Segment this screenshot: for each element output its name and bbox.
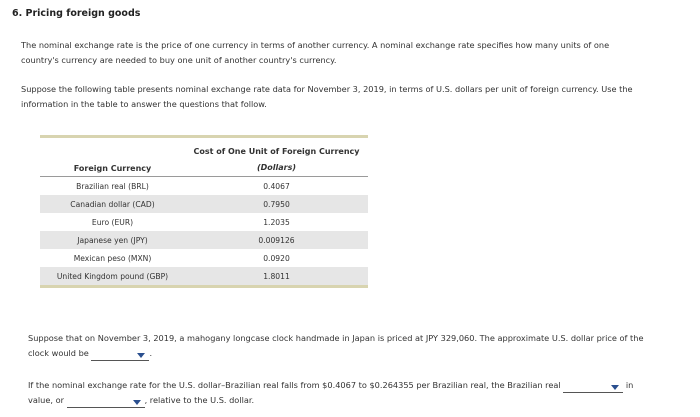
cost-cell: 1.2035 [263,217,290,227]
question-1-line-2 [28,346,668,361]
cost-cell: 0.4067 [263,181,290,191]
table-row [40,231,368,249]
cost-cell: 1.8011 [185,267,368,285]
question-2-line-1 [28,378,668,393]
question-2-in: in [625,380,634,390]
exchange-rate-table-wrapper [40,135,368,288]
question-title: 6. Pricing foreign goods [12,8,141,19]
cost-cell: 0.7950 [185,195,368,213]
real-change-dropdown[interactable] [563,381,623,393]
table-row [40,249,368,267]
question-1-prefix: clock would be [28,348,89,358]
exchange-rate-table [40,138,368,285]
table-row [40,213,368,231]
question-1 [28,331,668,361]
setup-paragraph [21,82,681,112]
chevron-down-icon [611,385,619,390]
question-1-suffix: . [149,348,153,358]
cost-cell: 0.0920 [263,253,290,263]
intro-paragraph [21,38,681,68]
table-row [40,195,368,213]
value-change-dropdown[interactable] [67,396,145,408]
question-2-line-2 [28,393,668,408]
setup-line-2: information in the table to answer the questions that follow. [21,99,267,109]
currency-cell: Euro (EUR) [91,217,134,227]
table-row [40,267,368,285]
chevron-down-icon [133,400,141,405]
question-2-prefix: value, or [28,395,64,405]
setup-line-1: Suppose the following table presents nominal exchange rate data for November 3, 2019, in terms of U.S. dollars per unit of foreign currency. Use the [21,84,633,94]
clock-price-dropdown[interactable] [91,349,149,361]
header-foreign-currency: Foreign Currency [73,164,152,173]
intro-line-2: country's currency are needed to buy one unit of another country's currency. [21,55,337,65]
header-cost-label: Cost of One Unit of Foreign Currency [193,147,360,156]
question-2 [28,378,668,408]
chevron-down-icon [137,353,145,358]
question-1-line-1: Suppose that on November 3, 2019, a mahogany longcase clock handmade in Japan is priced at JPY 329,060. The approximate U.S. dollar price of the [28,333,644,343]
cost-cell: 0.009126 [185,231,368,249]
header-cost-unit: (Dollars) [256,163,297,172]
table-row [40,177,368,196]
header-cost [185,138,368,177]
table-bottom-rule [40,285,368,288]
table-header-row [40,138,368,177]
question-2-suffix: , relative to the U.S. dollar. [144,395,255,405]
currency-cell: Mexican peso (MXN) [73,253,152,263]
currency-cell: Brazilian real (BRL) [76,181,149,191]
currency-cell: Canadian dollar (CAD) [40,195,185,213]
intro-line-1: The nominal exchange rate is the price of one currency in terms of another currency. A nominal exchange rate specifies how many units of one [21,40,610,50]
currency-cell: United Kingdom pound (GBP) [40,267,185,285]
currency-cell: Japanese yen (JPY) [40,231,185,249]
question-2-text: If the nominal exchange rate for the U.S. dollar–Brazilian real falls from $0.4067 to $0.264355 per Brazilian real, the Brazilian real [28,380,561,390]
